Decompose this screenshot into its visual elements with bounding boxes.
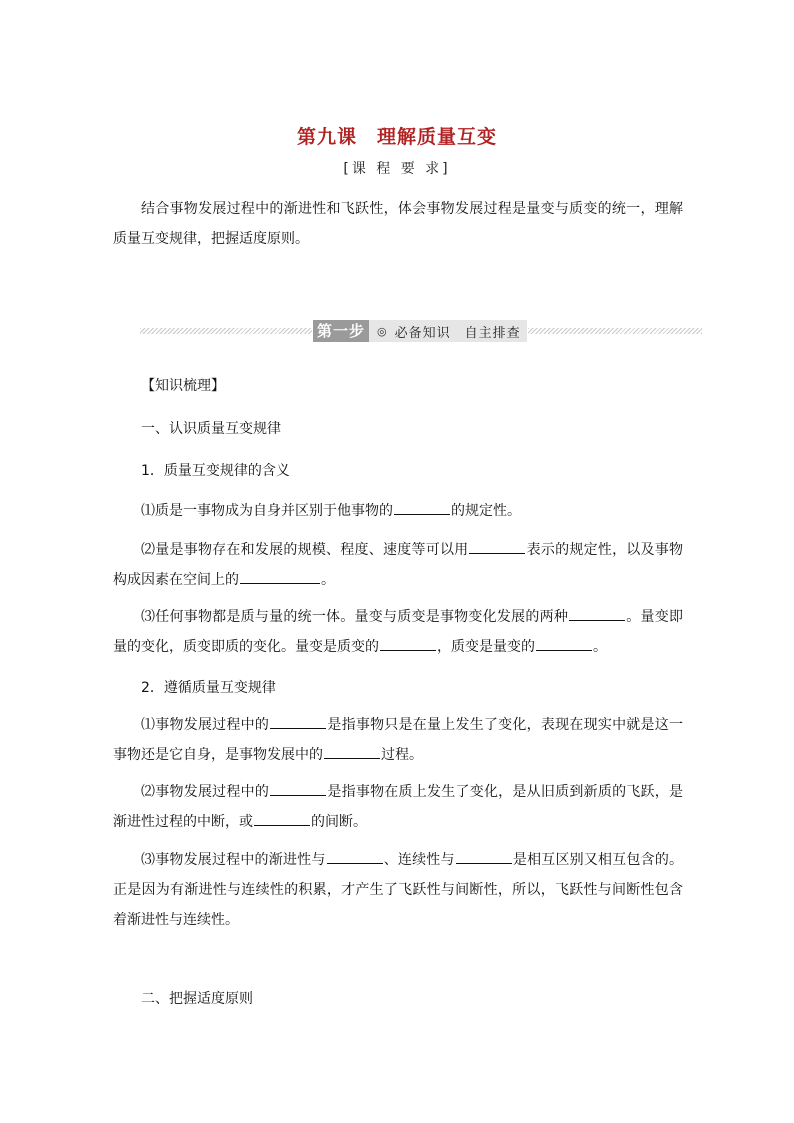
sub1-heading: 1．质量互变规律的含义: [141, 463, 290, 479]
fill-blank[interactable]: [327, 849, 383, 864]
fill-blank[interactable]: [254, 811, 310, 826]
section-divider: [140, 320, 702, 342]
part2-heading: 二、把握适度原则: [141, 991, 253, 1007]
course-requirement-label: [课 程 要 求]: [343, 161, 451, 177]
fill-blank[interactable]: [456, 849, 512, 864]
intro-paragraph: 结合事物发展过程中的渐进性和飞跃性，体会事物发展过程是量变与质变的统一，理解质量互变规律，把握适度原则。: [113, 201, 683, 247]
paragraph-2-2: ⑵事物发展过程中的 是指事物在质上发生了变化，是从旧质到新质的飞跃，是渐进性过程的中断，或 的间断。: [113, 777, 683, 837]
fill-blank[interactable]: [380, 636, 436, 651]
section-tag: 【知识梳理】: [141, 378, 225, 394]
paragraph-2-3: ⑶事物发展过程中的渐进性与 、连续性与 是相互区别又相互包含的。正是因为有渐进性与连续性的积累，才产生了飞跃性与间断性，所以，飞跃性与间断性包含着渐进性与连续性。: [113, 845, 683, 935]
sub2-heading: 2．遵循质量互变规律: [141, 680, 276, 696]
fill-blank[interactable]: [469, 539, 525, 554]
paragraph-1-3: ⑶任何事物都是质与量的统一体。量变与质变是事物变化发展的两种 。量变即量的变化，质变即质的变化。量变是质变的 ，质变是量变的 。: [113, 602, 683, 662]
divider-hatch-left: [140, 328, 312, 334]
step-banner: [313, 320, 527, 342]
banner-text: 必备知识 自主排查: [394, 325, 521, 341]
fill-blank[interactable]: [569, 606, 625, 621]
fill-blank[interactable]: [240, 569, 320, 584]
step-label: 第一步: [313, 320, 369, 342]
paragraph-2-1: ⑴事物发展过程中的 是指事物只是在量上发生了变化，表现在现实中就是这一事物还是它自身，是事物发展中的 过程。: [113, 710, 683, 770]
paragraph-1-1: ⑴质是一事物成为自身并区别于他事物的 的规定性。: [141, 500, 521, 520]
fill-blank[interactable]: [270, 781, 326, 796]
part1-heading: 一、认识质量互变规律: [141, 421, 281, 437]
fill-blank[interactable]: [324, 744, 380, 759]
divider-hatch-right: [528, 328, 702, 334]
fill-blank[interactable]: [394, 500, 450, 515]
lesson-title: 第九课 理解质量互变: [296, 126, 497, 148]
bullet-icon: ◎: [377, 324, 387, 338]
paragraph-1-2: ⑵量是事物存在和发展的规模、程度、速度等可以用 表示的规定性，以及事物构成因素在空间上的 。: [113, 535, 683, 595]
fill-blank[interactable]: [536, 636, 592, 651]
fill-blank[interactable]: [270, 714, 326, 729]
